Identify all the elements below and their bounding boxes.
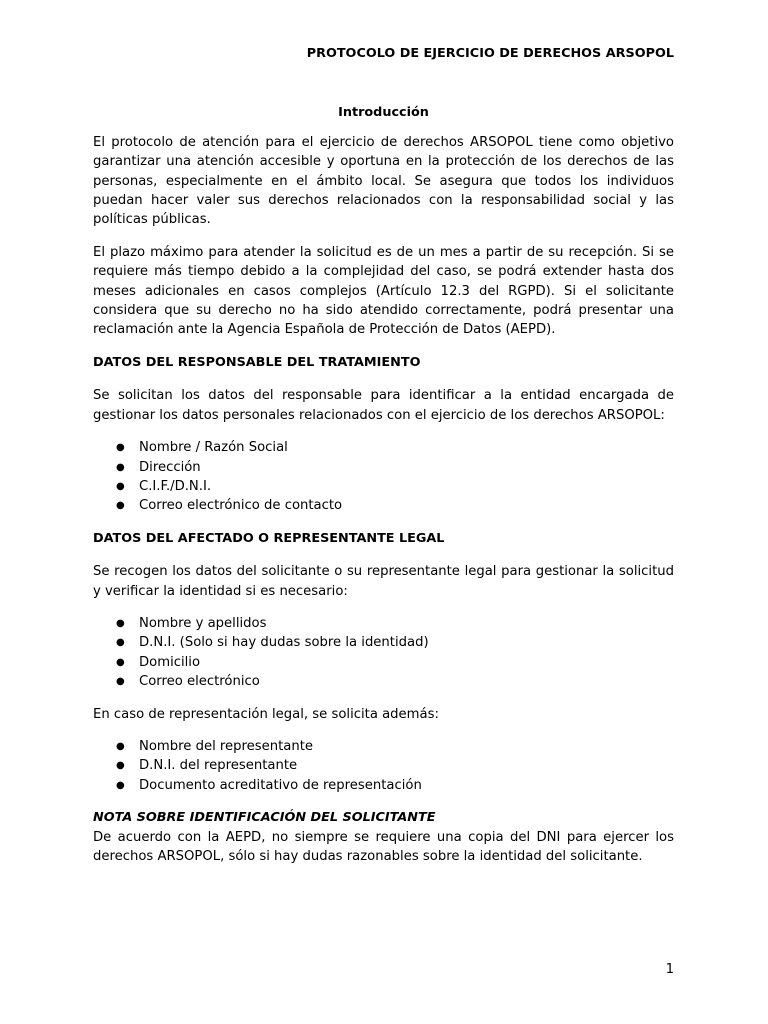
representation-data-list — [93, 737, 674, 795]
bullet-icon: ● — [116, 442, 125, 454]
bullet-icon: ● — [116, 500, 125, 512]
list-item-label: Documento acreditativo de representación — [139, 777, 422, 793]
list-item-label: Correo electrónico — [139, 674, 260, 690]
list-item — [93, 737, 674, 756]
list-item — [93, 653, 674, 672]
list-item — [93, 438, 674, 457]
bullet-icon: ● — [116, 779, 125, 791]
list-item-label: Nombre y apellidos — [139, 615, 267, 631]
list-item-label: D.N.I. del representante — [139, 758, 298, 774]
document-header-title: PROTOCOLO DE EJERCICIO DE DERECHOS ARSOPOL — [306, 46, 674, 61]
bullet-icon: ● — [116, 676, 125, 688]
afectado-data-list — [93, 614, 674, 692]
intro-paragraph-objective: El protocolo de atención para el ejercicio de derechos ARSOPOL tiene como objetivo garantizar una atención accesible y oportuna en la protección de los derechos de las personas, especialmente en el ámbito local. Se asegura que todos los individuos puedan hacer valer sus derechos relacionados con la responsabilidad social y las políticas públicas. — [93, 134, 674, 228]
list-item — [93, 776, 674, 795]
list-item — [93, 477, 674, 496]
list-item — [93, 614, 674, 633]
page-number: 1 — [665, 962, 674, 977]
list-item-label: D.N.I. (Solo si hay dudas sobre la identidad) — [139, 635, 429, 651]
list-item-label: Dirección — [139, 459, 201, 475]
document-page — [93, 44, 674, 879]
bullet-icon: ● — [116, 740, 125, 752]
list-item-label: C.I.F./D.N.I. — [139, 478, 212, 494]
representation-text: En caso de representación legal, se solicita además: — [93, 706, 439, 722]
list-item — [93, 672, 674, 691]
list-item-label: Nombre / Razón Social — [139, 440, 288, 456]
bullet-icon: ● — [116, 760, 125, 772]
afectado-section-text: Se recogen los datos del solicitante o su representante legal para gestionar la solicitud y verificar la identidad si es necesario: — [93, 564, 674, 599]
list-item — [93, 458, 674, 477]
responsable-section-heading: DATOS DEL RESPONSABLE DEL TRATAMIENTO — [93, 354, 421, 370]
intro-heading: Introducción — [338, 105, 429, 121]
responsable-section-text: Se solicitan los datos del responsable para identificar a la entidad encargada de gestionar los datos personales relacionados con el ejercicio de los derechos ARSOPOL: — [93, 388, 674, 423]
intro-paragraph-deadline: El plazo máximo para atender la solicitud es de un mes a partir de su recepción. Si se requiere más tiempo debido a la complejidad del caso, se podrá extender hasta dos meses adicionales en casos complejos (Artículo 12.3 del RGPD). Si el solicitante considera que su derecho no ha sido atendido correctamente, podrá presentar una reclamación ante la Agencia Española de Protección de Datos (AEPD). — [93, 244, 674, 338]
list-item-label: Nombre del representante — [139, 738, 314, 754]
bullet-icon: ● — [116, 480, 125, 492]
bullet-icon: ● — [116, 637, 125, 649]
identification-note-heading: NOTA SOBRE IDENTIFICACIÓN DEL SOLICITANTE — [93, 810, 436, 826]
list-item — [93, 633, 674, 652]
bullet-icon: ● — [116, 656, 125, 668]
identification-note-text: De acuerdo con la AEPD, no siempre se requiere una copia del DNI para ejercer los derechos ARSOPOL, sólo si hay dudas razonables sobre la identidad del solicitante. — [93, 829, 674, 864]
list-item-label: Correo electrónico de contacto — [139, 498, 343, 514]
bullet-icon: ● — [116, 617, 125, 629]
list-item — [93, 756, 674, 775]
list-item-label: Domicilio — [139, 654, 201, 670]
list-item — [93, 496, 674, 515]
afectado-section-heading: DATOS DEL AFECTADO O REPRESENTANTE LEGAL — [93, 530, 445, 546]
bullet-icon: ● — [116, 461, 125, 473]
responsable-data-list — [93, 438, 674, 516]
